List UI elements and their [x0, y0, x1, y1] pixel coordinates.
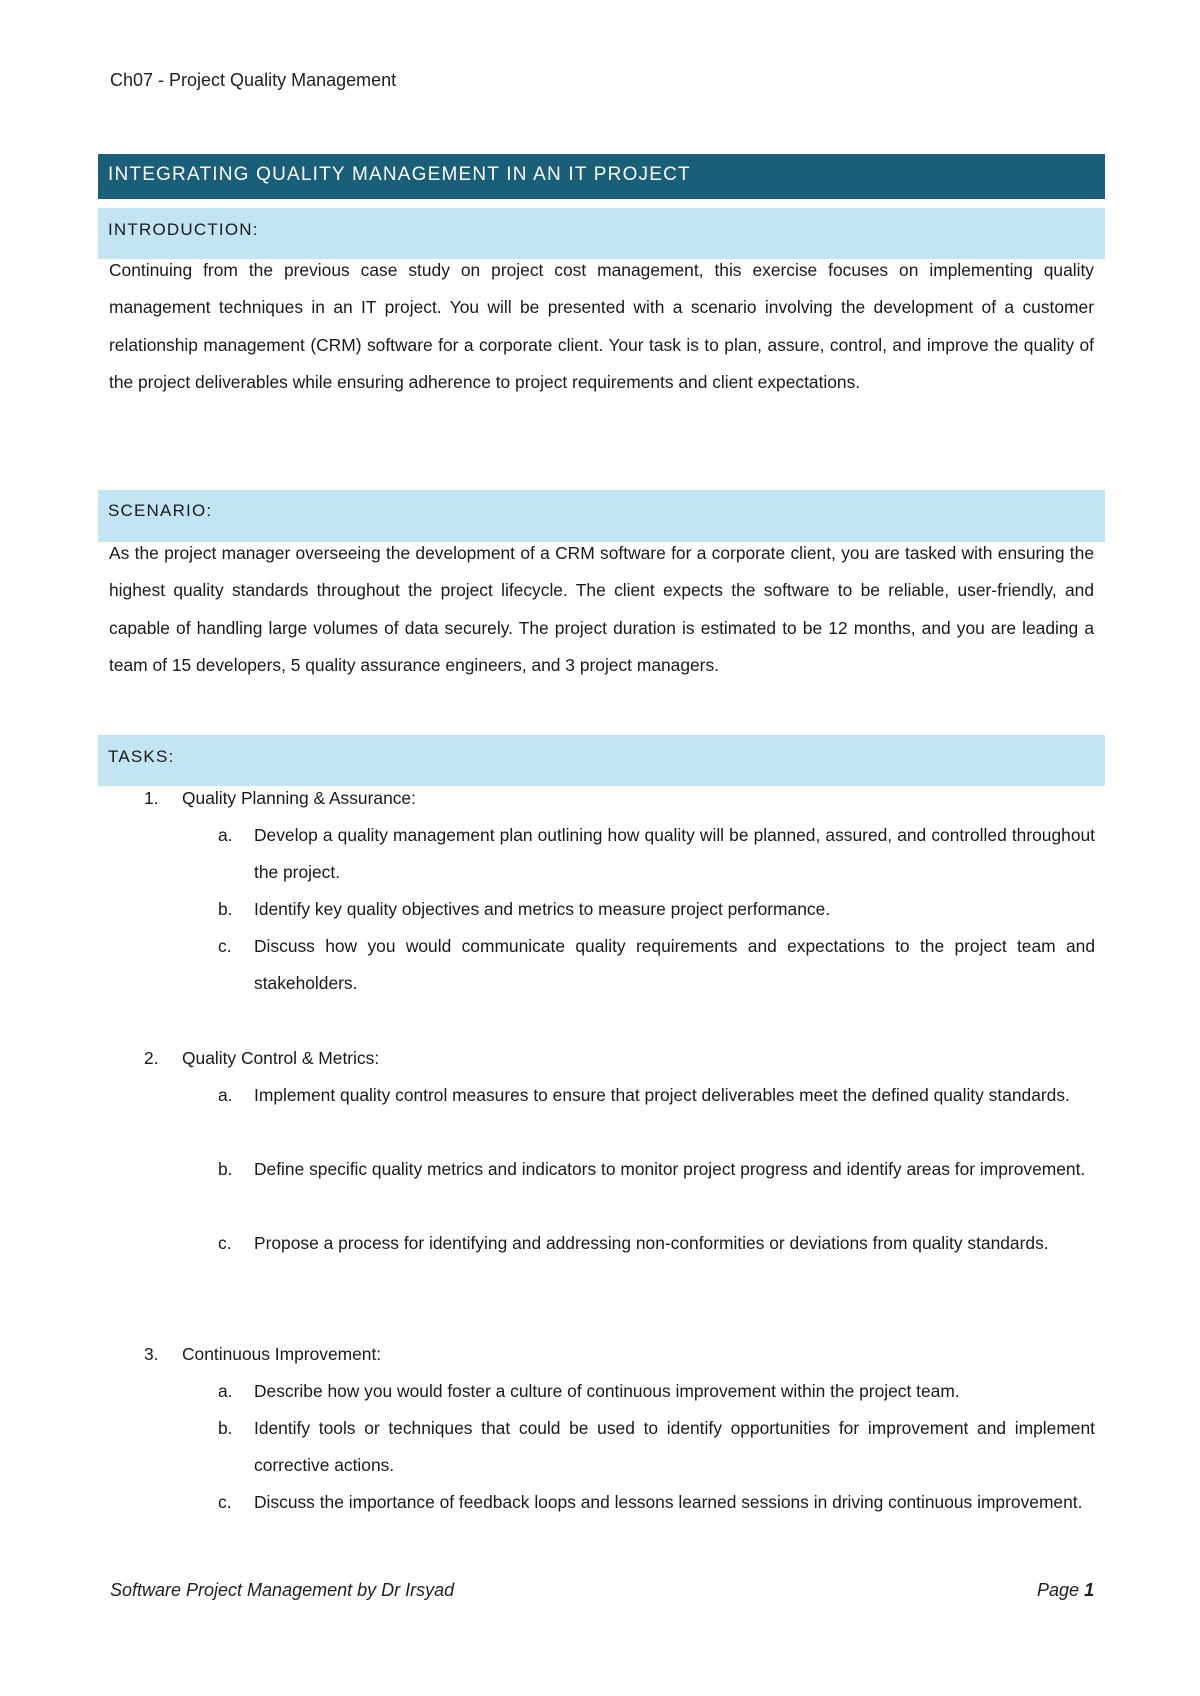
- task-number: 3.: [144, 1344, 159, 1364]
- subtask-letter: b.: [218, 1418, 233, 1438]
- page-number: [1037, 1580, 1094, 1601]
- subtask-letter: c.: [218, 936, 232, 956]
- task-number: 1.: [144, 788, 159, 808]
- subtask-letter: a.: [218, 1085, 233, 1105]
- subtask-text: Discuss the importance of feedback loops and lessons learned sessions in driving continuous improvement.: [254, 1492, 1083, 1512]
- introduction-text: Continuing from the previous case study on project cost management, this exercise focuses on implementing quality management techniques in an IT project. You will be presented with a scenario involving the development of a customer relationship management (CRM) software for a corporate client. Your task is to plan, assure, control, and improve the quality of the project deliverables while ensuring adherence to project requirements and client expectations.: [109, 260, 1094, 392]
- footer-author: Software Project Management by Dr Irsyad: [110, 1580, 455, 1600]
- subtask-letter: b.: [218, 1159, 233, 1179]
- subtask-letter: b.: [218, 899, 233, 919]
- subtask-text: Implement quality control measures to ensure that project deliverables meet the defined quality standards.: [254, 1085, 1070, 1105]
- subtask-letter: a.: [218, 1381, 233, 1401]
- scenario-heading: SCENARIO:: [98, 490, 1105, 542]
- subtask-text: Propose a process for identifying and addressing non-conformities or deviations from quality standards.: [254, 1233, 1049, 1253]
- subtask-text: Describe how you would foster a culture of continuous improvement within the project team.: [254, 1381, 960, 1401]
- page-label: Page: [1037, 1580, 1080, 1600]
- subtask-text: Develop a quality management plan outlining how quality will be planned, assured, and controlled throughout the project.: [254, 825, 1095, 882]
- introduction-heading: INTRODUCTION:: [98, 208, 1105, 259]
- task-title: Quality Control & Metrics:: [182, 1048, 380, 1068]
- running-header: Ch07 - Project Quality Management: [110, 70, 397, 90]
- subtask-letter: c.: [218, 1492, 232, 1512]
- subtask-text: Discuss how you would communicate quality requirements and expectations to the project team and stakeholders.: [254, 936, 1095, 993]
- subtask-text: Identify tools or techniques that could be used to identify opportunities for improvement and implement corrective actions.: [254, 1418, 1095, 1475]
- subtask-text: Define specific quality metrics and indicators to monitor project progress and identify areas for improvement.: [254, 1159, 1086, 1179]
- task-title: Quality Planning & Assurance:: [182, 788, 416, 808]
- subtask-text: Identify key quality objectives and metrics to measure project performance.: [254, 899, 831, 919]
- subtask-letter: a.: [218, 825, 233, 845]
- subtask-letter: c.: [218, 1233, 232, 1253]
- task-number: 2.: [144, 1048, 159, 1068]
- document-title: INTEGRATING QUALITY MANAGEMENT IN AN IT PROJECT: [98, 154, 1105, 199]
- task-title: Continuous Improvement:: [182, 1344, 382, 1364]
- page-number-value: 1: [1084, 1580, 1095, 1600]
- tasks-heading: TASKS:: [98, 735, 1105, 786]
- scenario-text: As the project manager overseeing the development of a CRM software for a corporate client, you are tasked with ensuring the highest quality standards throughout the project lifecycle. The client expects the software to be reliable, user-friendly, and capable of handling large volumes of data securely. The project duration is estimated to be 12 months, and you are leading a team of 15 developers, 5 quality assurance engineers, and 3 project managers.: [109, 543, 1094, 675]
